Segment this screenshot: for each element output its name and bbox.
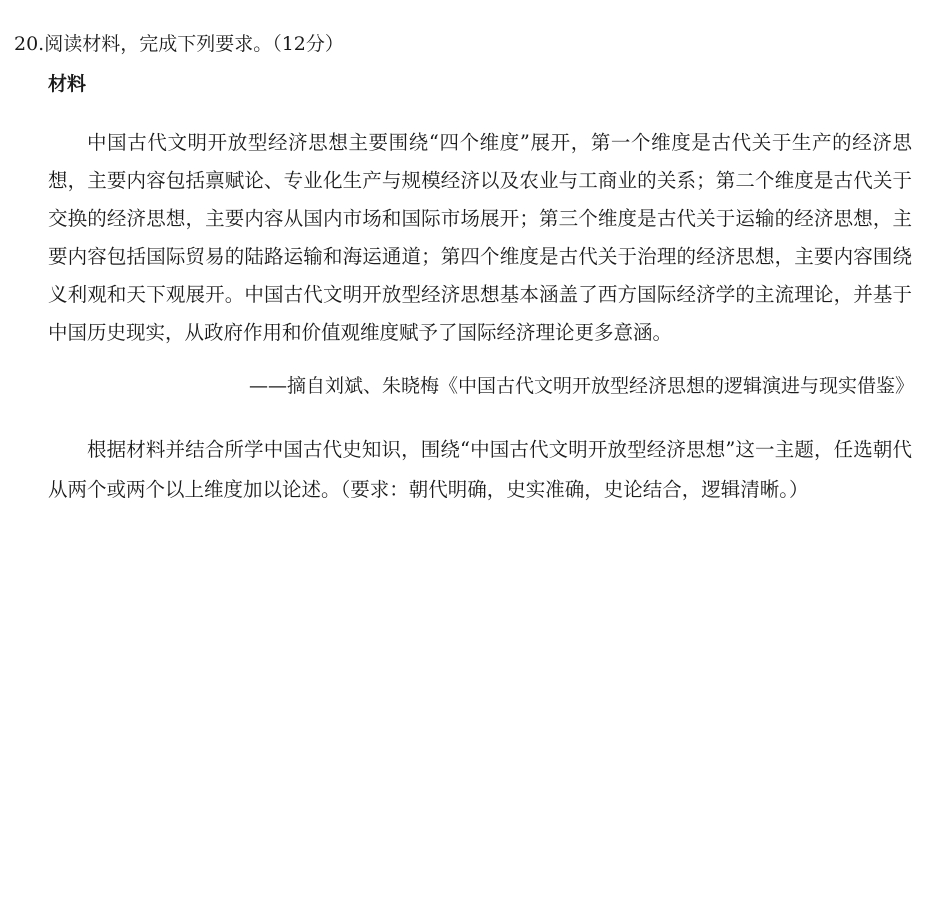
source-citation: ——摘自刘斌、朱晓梅《中国古代文明开放型经济思想的逻辑演进与现实借鉴》 bbox=[248, 375, 914, 397]
material-passage: 中国古代文明开放型经济思想主要围绕“四个维度”展开，第一个维度是古代关于生产的经济思想，主要内容包括禀赋论、专业化生产与规模经济以及农业与工商业的关系；第二个维度是古代关于交换的经济思想，主要内容从国内市场和国际市场展开；第三个维度是古代关于运输的经济思想，主要内容包括国际贸易的陆路运输和海运通道；第四个维度是古代关于治理的经济思想，主要内容围绕义利观和天下观展开。中国古代文明开放型经济思想基本涵盖了西方国际经济学的主流理论，并基于中国历史现实，从政府作用和价值观维度赋予了国际经济理论更多意涵。 bbox=[48, 130, 912, 344]
question-task: 根据材料并结合所学中国古代史知识，围绕“中国古代文明开放型经济思想”这一主题，任选朝代从两个或两个以上维度加以论述。（要求：朝代明确，史实准确，史论结合，逻辑清晰。） bbox=[48, 437, 912, 501]
material-label: 材料 bbox=[48, 73, 87, 95]
question-header: 20.阅读材料，完成下列要求。（12分） bbox=[14, 33, 344, 55]
